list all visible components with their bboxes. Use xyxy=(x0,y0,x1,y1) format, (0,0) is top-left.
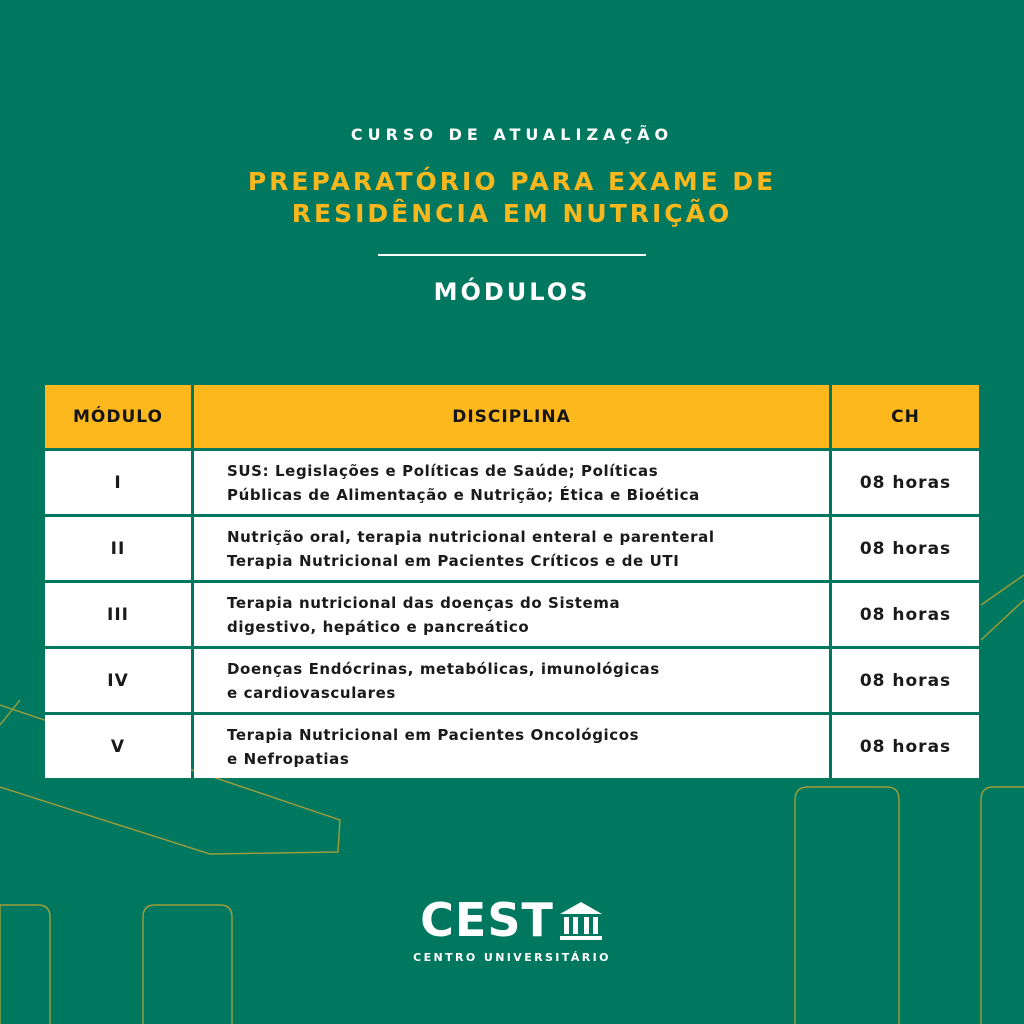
institution-building-icon xyxy=(558,898,604,942)
course-title xyxy=(0,166,1024,230)
cest-logo xyxy=(0,895,1024,964)
logo-mark xyxy=(420,895,604,945)
row-ch: 08 horas xyxy=(832,583,979,646)
row-disciplina-text: SUS: Legislações e Políticas de Saúde; Políticas Públicas de Alimentação e Nutrição; Ética e Bioética xyxy=(227,461,700,504)
row-modulo: IV xyxy=(45,649,191,712)
logo-wordmark: CEST xyxy=(420,893,554,947)
row-disciplina xyxy=(194,649,829,712)
table-header-row xyxy=(45,385,979,448)
row-disciplina-text: Nutrição oral, terapia nutricional enteral e parenteral Terapia Nutricional em Pacientes Críticos e de UTI xyxy=(227,527,715,570)
row-modulo: II xyxy=(45,517,191,580)
row-disciplina xyxy=(194,715,829,778)
row-disciplina xyxy=(194,517,829,580)
modules-table xyxy=(45,385,979,778)
row-disciplina-text: Doenças Endócrinas, metabólicas, imunológicas e cardiovasculares xyxy=(227,659,660,702)
table-row xyxy=(45,583,979,646)
row-modulo: III xyxy=(45,583,191,646)
table-row xyxy=(45,715,979,778)
course-title-line-1: PREPARATÓRIO PARA EXAME DE xyxy=(247,167,777,196)
row-ch: 08 horas xyxy=(832,715,979,778)
logo-subtitle: CENTRO UNIVERSITÁRIO xyxy=(413,951,611,964)
row-ch: 08 horas xyxy=(832,451,979,514)
table-row xyxy=(45,451,979,514)
row-disciplina xyxy=(194,583,829,646)
row-ch: 08 horas xyxy=(832,517,979,580)
table-row xyxy=(45,649,979,712)
row-disciplina-text: Terapia nutricional das doenças do Sistema digestivo, hepático e pancreático xyxy=(227,593,621,636)
row-modulo: I xyxy=(45,451,191,514)
section-title: MÓDULOS xyxy=(433,278,591,306)
course-type-label: CURSO DE ATUALIZAÇÃO xyxy=(350,125,674,144)
row-disciplina-text: Terapia Nutricional em Pacientes Oncológicos e Nefropatias xyxy=(227,725,640,768)
table-row xyxy=(45,517,979,580)
header-ch: CH xyxy=(832,385,979,448)
header-disciplina: DISCIPLINA xyxy=(194,385,829,448)
row-modulo: V xyxy=(45,715,191,778)
title-divider xyxy=(378,254,646,256)
course-title-line-2: RESIDÊNCIA EM NUTRIÇÃO xyxy=(291,199,733,228)
header-modulo: MÓDULO xyxy=(45,385,191,448)
row-ch: 08 horas xyxy=(832,649,979,712)
row-disciplina xyxy=(194,451,829,514)
